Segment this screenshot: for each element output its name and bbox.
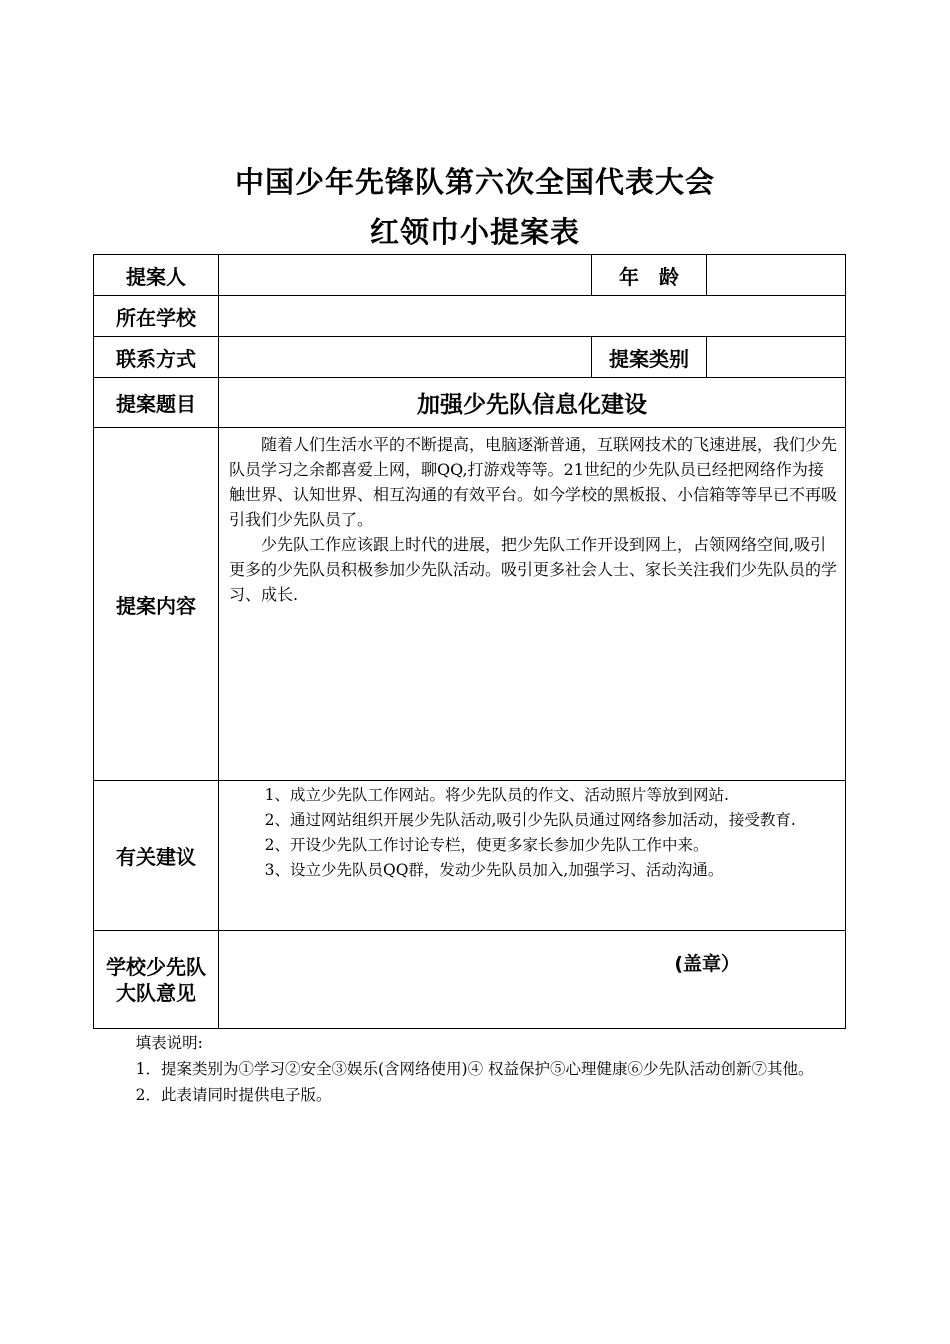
- row-content: [94, 428, 846, 781]
- topic-field[interactable]: 加强少先队信息化建设: [219, 378, 846, 428]
- notes-heading: 填表说明:: [135, 1034, 203, 1052]
- content-paragraph: 少先队工作应该跟上时代的进展，把少先队工作开设到网上，占领网络空间,吸引更多的少先队员积极参加少先队活动。吸引更多社会人士、家长关注我们少先队员的学习、成长.: [229, 535, 838, 604]
- age-field[interactable]: [707, 255, 846, 296]
- seal-text: (盖章）: [674, 953, 740, 975]
- category-field[interactable]: [707, 337, 846, 378]
- content-field[interactable]: [219, 428, 846, 781]
- opinion-label-line2: 大队意见: [116, 980, 196, 1005]
- category-label: 提案类别: [592, 337, 707, 378]
- form-notes: [100, 1030, 840, 1108]
- suggestion-field[interactable]: [219, 781, 846, 931]
- page-title: 中国少年先锋队第六次全国代表大会: [234, 165, 715, 199]
- notes-item-1: 1．提案类别为①学习②安全③娱乐(含网络使用)④ 权益保护⑤心理健康⑥少先队活动创新⑦其他。: [135, 1060, 814, 1078]
- age-label: 年 龄: [592, 255, 707, 296]
- row-opinion: [94, 931, 846, 1029]
- content-paragraph: 随着人们生活水平的不断提高，电脑逐渐普通，互联网技术的飞速进展，我们少先队员学习之余都喜爱上网，聊QQ,打游戏等等。21世纪的少先队员已经把网络作为接触世界、认知世界、相互沟通的有效平台。如今学校的黑板报、小信箱等等早已不再吸引我们少先队员了。: [229, 435, 838, 529]
- suggestion-item: 3、设立少先队员QQ群，发动少先队员加入,加强学习、活动沟通。: [264, 861, 724, 879]
- content-label: 提案内容: [94, 428, 219, 781]
- contact-field[interactable]: [219, 337, 592, 378]
- row-contact: [94, 337, 846, 378]
- suggestion-item: 2、开设少先队工作讨论专栏，使更多家长参加少先队工作中来。: [264, 836, 709, 854]
- notes-item-2: 2．此表请同时提供电子版。: [135, 1086, 332, 1104]
- school-field[interactable]: [219, 296, 846, 337]
- row-topic: [94, 378, 846, 428]
- form-title: 红领巾小提案表: [369, 215, 580, 249]
- row-suggestions: [94, 781, 846, 931]
- proposal-form-table: [93, 254, 846, 1029]
- school-label: 所在学校: [94, 296, 219, 337]
- row-proposer: [94, 255, 846, 296]
- proposer-field[interactable]: [219, 255, 592, 296]
- topic-label: 提案题目: [94, 378, 219, 428]
- contact-label: 联系方式: [94, 337, 219, 378]
- opinion-field[interactable]: [219, 931, 846, 1029]
- suggestion-item: 2、通过网站组织开展少先队活动,吸引少先队员通过网络参加活动，接受教育.: [264, 811, 796, 829]
- proposer-label: 提案人: [94, 255, 219, 296]
- suggestion-item: 1、成立少先队工作网站。将少先队员的作文、活动照片等放到网站.: [264, 786, 729, 804]
- row-school: [94, 296, 846, 337]
- opinion-label: [94, 931, 219, 1029]
- opinion-label-line1: 学校少先队: [106, 954, 206, 979]
- suggestion-label: 有关建议: [94, 781, 219, 931]
